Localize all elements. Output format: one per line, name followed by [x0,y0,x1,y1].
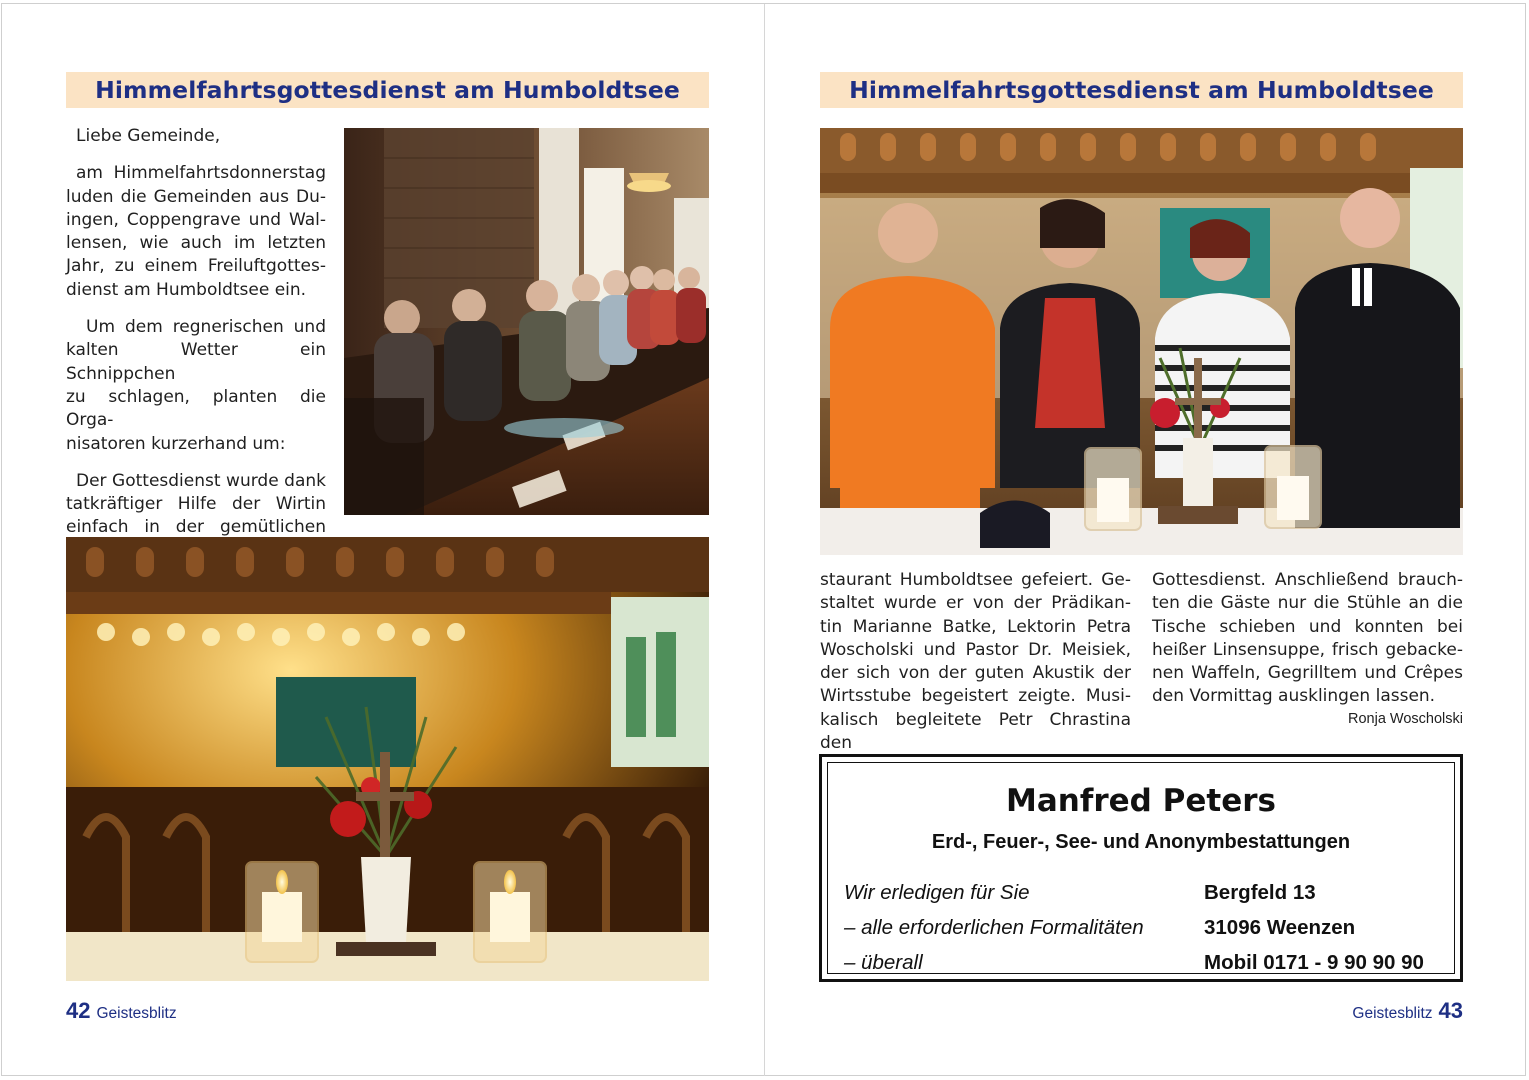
salutation: Liebe Gemeinde, [76,126,221,146]
left-folio [66,998,177,1024]
right-folio [1352,998,1463,1024]
text-line: kalisch begleitete Petr Chrastina den [820,709,1131,754]
text-line: kalten Wetter ein Schnippchen [66,340,326,384]
paragraph-1 [66,162,326,302]
text-line: ingen, Coppengrave und Wal- [66,209,326,230]
ad-services [844,875,1144,980]
text-line: zu schlagen, planten die Orga- [66,386,326,431]
text-line: staltet wurde er von der Prädikan- [820,593,1131,614]
group-portrait-photo [820,128,1463,555]
paragraph-2 [66,316,326,456]
right-header-title: Himmelfahrtsgottesdienst am Humboldtsee [849,76,1434,104]
text-line: nen Waffeln, Gegrilltem und Crêpes [1152,663,1463,684]
text-line: Jahr, zu einem Freiluftgottes- [66,256,326,277]
left-header-bar [66,72,709,108]
right-article-col1 [820,569,1131,755]
text-line: Der Gottesdienst wurde dank [76,470,326,491]
left-header-title: Himmelfahrtsgottesdienst am Humboldtsee [95,76,680,104]
text-line: am Himmelfahrtsdonnerstag [76,163,326,184]
text-line: der sich von der guten Akustik der [820,663,1131,684]
page-number-left: 42 [66,998,91,1023]
text-line: den Vormittag ausklingen lassen. [1152,686,1436,707]
ad-service-line: – überall [844,951,923,974]
text-line: Woscholski und Pastor Dr. Meisiek, [820,639,1131,660]
text-line: einfach in der gemütlichen [66,517,326,538]
author-credit: Ronja Woscholski [1348,710,1463,727]
magazine-name-left: Geistesblitz [96,1005,177,1022]
text-line: tatkräftiger Hilfe der Wirtin [66,494,326,515]
ad-service-line: Wir erledigen für Sie [844,881,1030,904]
text-line: Gottesdienst. Anschließend brauch- [1152,570,1463,590]
text-line: staurant Humboldtsee gefeiert. Ge- [820,570,1131,590]
text-line: lensen, wie auch im letzten [66,233,326,254]
ad-subtitle: Erd-, Feuer-, See- und Anonymbestattungen [931,831,1351,853]
ad-phone: Mobil 0171 - 9 90 90 90 [1204,951,1424,974]
magazine-name-right: Geistesblitz [1352,1005,1433,1022]
text-line: Um dem regnerischen und [86,317,326,338]
text-line: ten die Gäste nur die Stühle an die [1152,593,1463,614]
ad-city: 31096 Weenzen [1204,916,1356,939]
text-line: Wirtsstube begeistert zeigte. Musi- [820,686,1131,707]
text-line: heißer Linsensuppe, frisch gebacke- [1152,639,1463,660]
right-header-bar [820,72,1463,108]
text-line: dienst am Humboldtsee ein. [66,279,307,300]
text-line: tin Marianne Batke, Lektorin Petra [820,616,1131,637]
funeral-ad [819,754,1463,982]
page-number-right: 43 [1438,998,1463,1023]
ad-service-line: – alle erforderlichen Formalitäten [844,916,1144,939]
text-line: nisatoren kurzerhand um: [66,433,286,454]
spine-divider [764,4,765,1076]
ad-contact [1204,875,1424,980]
ad-street: Bergfeld 13 [1204,881,1316,904]
congregation-photo [344,128,709,515]
left-article-text [66,125,326,563]
ad-company-name: Manfred Peters [1006,783,1276,819]
ad-inner-frame [827,762,1455,974]
right-article-col2 [1152,569,1463,729]
altar-candles-photo [66,537,709,981]
text-line: Tische schieben und konnten bei [1152,616,1463,637]
text-line: luden die Gemeinden aus Du- [66,186,326,207]
